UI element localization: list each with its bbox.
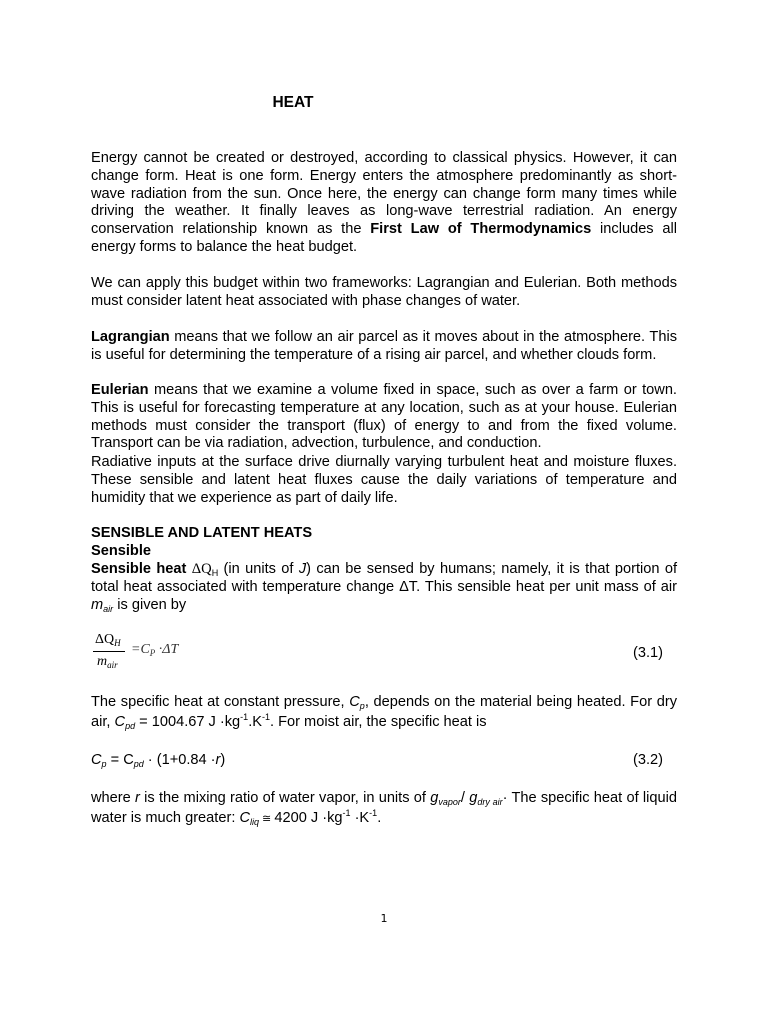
first-law-term: First Law of Thermodynamics [370, 221, 592, 238]
eq31-fraction-bar [93, 651, 125, 652]
equation-3-1 [91, 632, 677, 676]
eq31-numerator: $\Delta Q_H$ [95, 632, 121, 648]
section-heading: SENSIBLE AND LATENT HEATS [91, 525, 313, 541]
sensible-paragraph: Sensible heat $\Delta Q_H$ (in units of J) can be sensed by humans; namely, it is that portion of total heat associated with temperature change ΔT. This sensible heat per unit mass of air $m_{air}$ is given by [91, 561, 678, 614]
lagrangian-paragraph: Lagrangian means that we follow an air parcel as it moves about in the atmosphere. This is useful for determining the temperature of a rising air parcel, and whether clouds form. [91, 329, 677, 363]
eulerian-paragraph: Eulerian means that we examine a volume fixed in space, such as over a farm or town. This is useful for forecasting temperature at any location, such as at your house. Eulerian methods must consider the transport (flux) of energy to and from the fixed volume. Transport can be via radiation, advection, turbulence, and conduction. [91, 382, 677, 452]
eq31-denominator: $m_{air}$ [97, 654, 118, 670]
sub-heading: Sensible [91, 543, 152, 559]
sensible-heat-term: Sensible heat [91, 561, 187, 577]
eq31-label: (3.1) [632, 645, 663, 661]
equation-3-2: $C_p = C_{pd} \cdot (1+0.84 \cdot r)$ (3.2) [91, 752, 663, 769]
eq32-label: (3.2) [632, 752, 663, 768]
eulerian-term: Eulerian [91, 382, 149, 398]
specific-heat-paragraph: The specific heat at constant pressure, $C_p$, depends on the material being heated. For dry air, $C_{pd} = 1004.67$ $J \cdot kg^{-1}.K^{-1}$. For moist air, the specific heat is [91, 694, 677, 731]
frameworks-paragraph: We can apply this budget within two frameworks: Lagrangian and Eulerian. Both methods must consider latent heat associated with phase changes of water. [91, 275, 677, 309]
lagrangian-term: Lagrangian [91, 329, 170, 345]
eq31-rhs: $=C_P \cdot\Delta T$ [131, 642, 179, 658]
page-number: 1 [380, 912, 388, 925]
radiative-paragraph: Radiative inputs at the surface drive diurnally varying turbulent heat and moisture fluxes. These sensible and latent heat fluxes cause the daily variations of temperature and humidity that we experience as part of daily life. [91, 454, 677, 506]
mixing-ratio-paragraph: where r is the mixing ratio of water vapor, in units of $g_{vapor}/$ $g_{dry air}\cdot$ The specific heat of liquid water is much greater: $C_{liq}$ ≅ 4200 $J \cdot kg^{-1} \cdot K^{-1}$. [91, 790, 677, 827]
page-title: HEAT [272, 94, 314, 111]
intro-paragraph: Energy cannot be created or destroyed, according to classical physics. However, it can change form. Heat is one form. Energy enters the atmosphere predominantly as short-wave radiation from the sun. Once here, the energy can change form many times while driving the weather. It finally leaves as long-wave terrestrial radiation. An energy conservation relationship known as the First Law of Thermodynamics includes all energy forms to balance the heat budget. [91, 150, 677, 255]
